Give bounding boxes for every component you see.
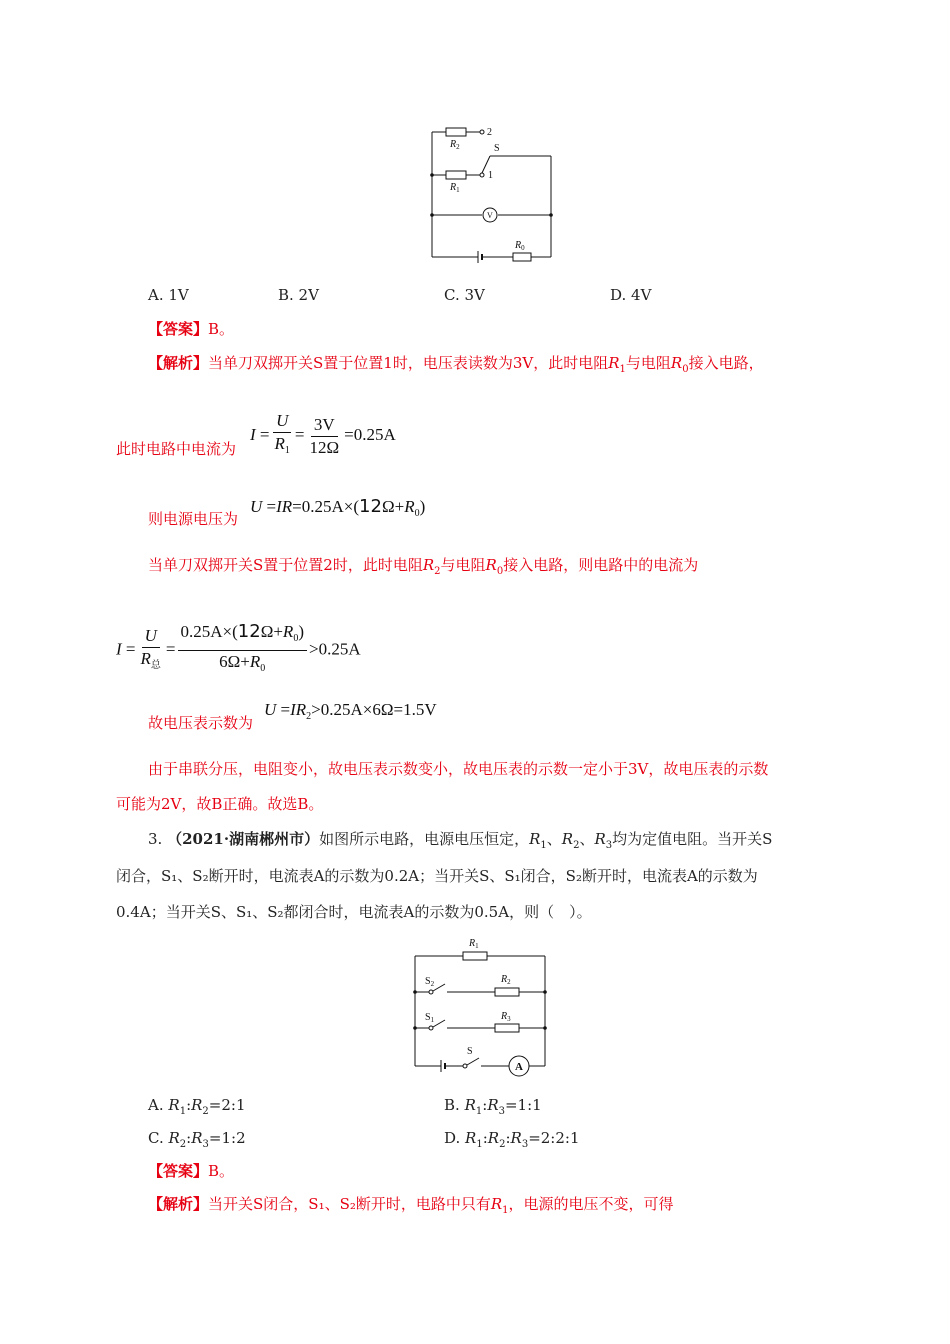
svg-text:R1: $R_1$ [469, 938, 479, 950]
svg-text:R2: $R_2$ [450, 139, 460, 151]
q2-answer: 【答案】B。 [148, 320, 235, 338]
q2-eq1-prefix: 此时电路中电流为 [116, 440, 237, 458]
q3-option-a: A. $R_1:R_2=2:1$ [148, 1096, 246, 1117]
svg-text:R1: $R_1$ [450, 182, 460, 194]
q2-eq2-prefix: 则电源电压为 [148, 510, 239, 528]
q2-option-b: B. 2V [278, 286, 319, 304]
q2-option-d: D. 4V [610, 286, 652, 304]
switch-s1 [433, 1020, 445, 1027]
switch-s [467, 1058, 479, 1065]
svg-text:R2: $R_2$ [501, 974, 511, 986]
q2-analysis-line5: 由于串联分压，电阻变小，故电压表示数变小，故电压表的示数一定小于3V，故电压表的示数 [148, 760, 769, 778]
svg-text:1: 1 [488, 170, 493, 181]
analysis-tag: 【解析】 [148, 1195, 209, 1213]
svg-text:S2: $S_2$ [425, 976, 435, 988]
q2-eq3: I = $\frac{U}{R_总}$ = $\frac{0.25A\times(12\Omega+R_0)}{6\Omega+R_0}$ >0.25A [116, 621, 361, 674]
q2-option-a: A. 1V [148, 286, 189, 304]
circuit-diagram-1 [420, 120, 560, 270]
q3-option-c: C. $R_2:R_3=1:2$ [148, 1129, 246, 1150]
resistor-r0 [513, 253, 531, 261]
svg-text:A: A [515, 1061, 523, 1073]
svg-text:R0: $R_0$ [515, 240, 525, 252]
q3-line3: 0.4A；当开关S、S₁、S₂都闭合时，电流表A的示数为0.5A，则（ ）。 [116, 903, 592, 921]
switch-s2 [433, 984, 445, 991]
svg-text:2: 2 [487, 127, 492, 138]
resistor-r2 [446, 128, 466, 136]
resistor-r2 [495, 988, 519, 996]
svg-text:S: S [467, 1046, 473, 1057]
resistor-r1 [463, 952, 487, 960]
q3-option-d: D. $R_1:R_2:R_3=2:2:1$ [444, 1129, 580, 1150]
q2-eq1: I = $\frac{U}{R_1}$ = $\frac{3V}{12\Omega}$ =0.25A [250, 411, 396, 457]
terminal-1 [480, 173, 484, 177]
analysis-tag: 【解析】 [148, 354, 209, 372]
q3-analysis: 【解析】当开关S闭合，S₁、S₂断开时，电路中只有$R_1$，电源的电压不变，可得 [148, 1195, 674, 1216]
q2-analysis-line1: 【解析】当单刀双掷开关S置于位置1时，电压表读数为3V，此时电阻$R_1$与电阻$R_0$接入电路， [148, 354, 764, 375]
resistor-r1 [446, 171, 466, 179]
resistor-r3 [495, 1024, 519, 1032]
circuit-diagram-2 [405, 930, 555, 1080]
svg-text:S: S [494, 143, 500, 154]
svg-text:S1: $S_1$ [425, 1012, 435, 1024]
q2-eq4: $U =IR_2>0.25A\times 6\Omega=1.5V$ [264, 700, 437, 722]
terminal-2 [480, 130, 484, 134]
q2-option-c: C. 3V [444, 286, 485, 304]
q3-line1: 3. （2021·湖南郴州市）如图所示电路，电源电压恒定，$R_1$、$R_2$、$R_3$均为定值电阻。当开关S [148, 830, 773, 851]
q2-analysis-line6: 可能为2V，故B正确。故选B。 [116, 795, 324, 813]
q3-line2: 闭合，S₁、S₂断开时，电流表A的示数为0.2A；当开关S、S₁闭合，S₂断开时，电流表A的示数为 [116, 867, 758, 885]
svg-text:R3: $R_3$ [501, 1011, 511, 1023]
q3-option-b: B. $R_1:R_3=1:1$ [444, 1096, 542, 1117]
q2-eq4-prefix: 故电压表示数为 [148, 714, 254, 732]
svg-text:V: V [487, 211, 493, 220]
answer-tag: 【答案】 [148, 320, 209, 338]
q2-analysis-line3: 当单刀双掷开关S置于位置2时，此时电阻$R_2$与电阻$R_0$接入电路，则电路中的电流为 [148, 556, 699, 577]
q3-answer: 【答案】B。 [148, 1162, 235, 1180]
q2-eq2: $U =IR=0.25A\times(12\Omega+R_0)$ [250, 496, 426, 519]
answer-tag: 【答案】 [148, 1162, 209, 1180]
